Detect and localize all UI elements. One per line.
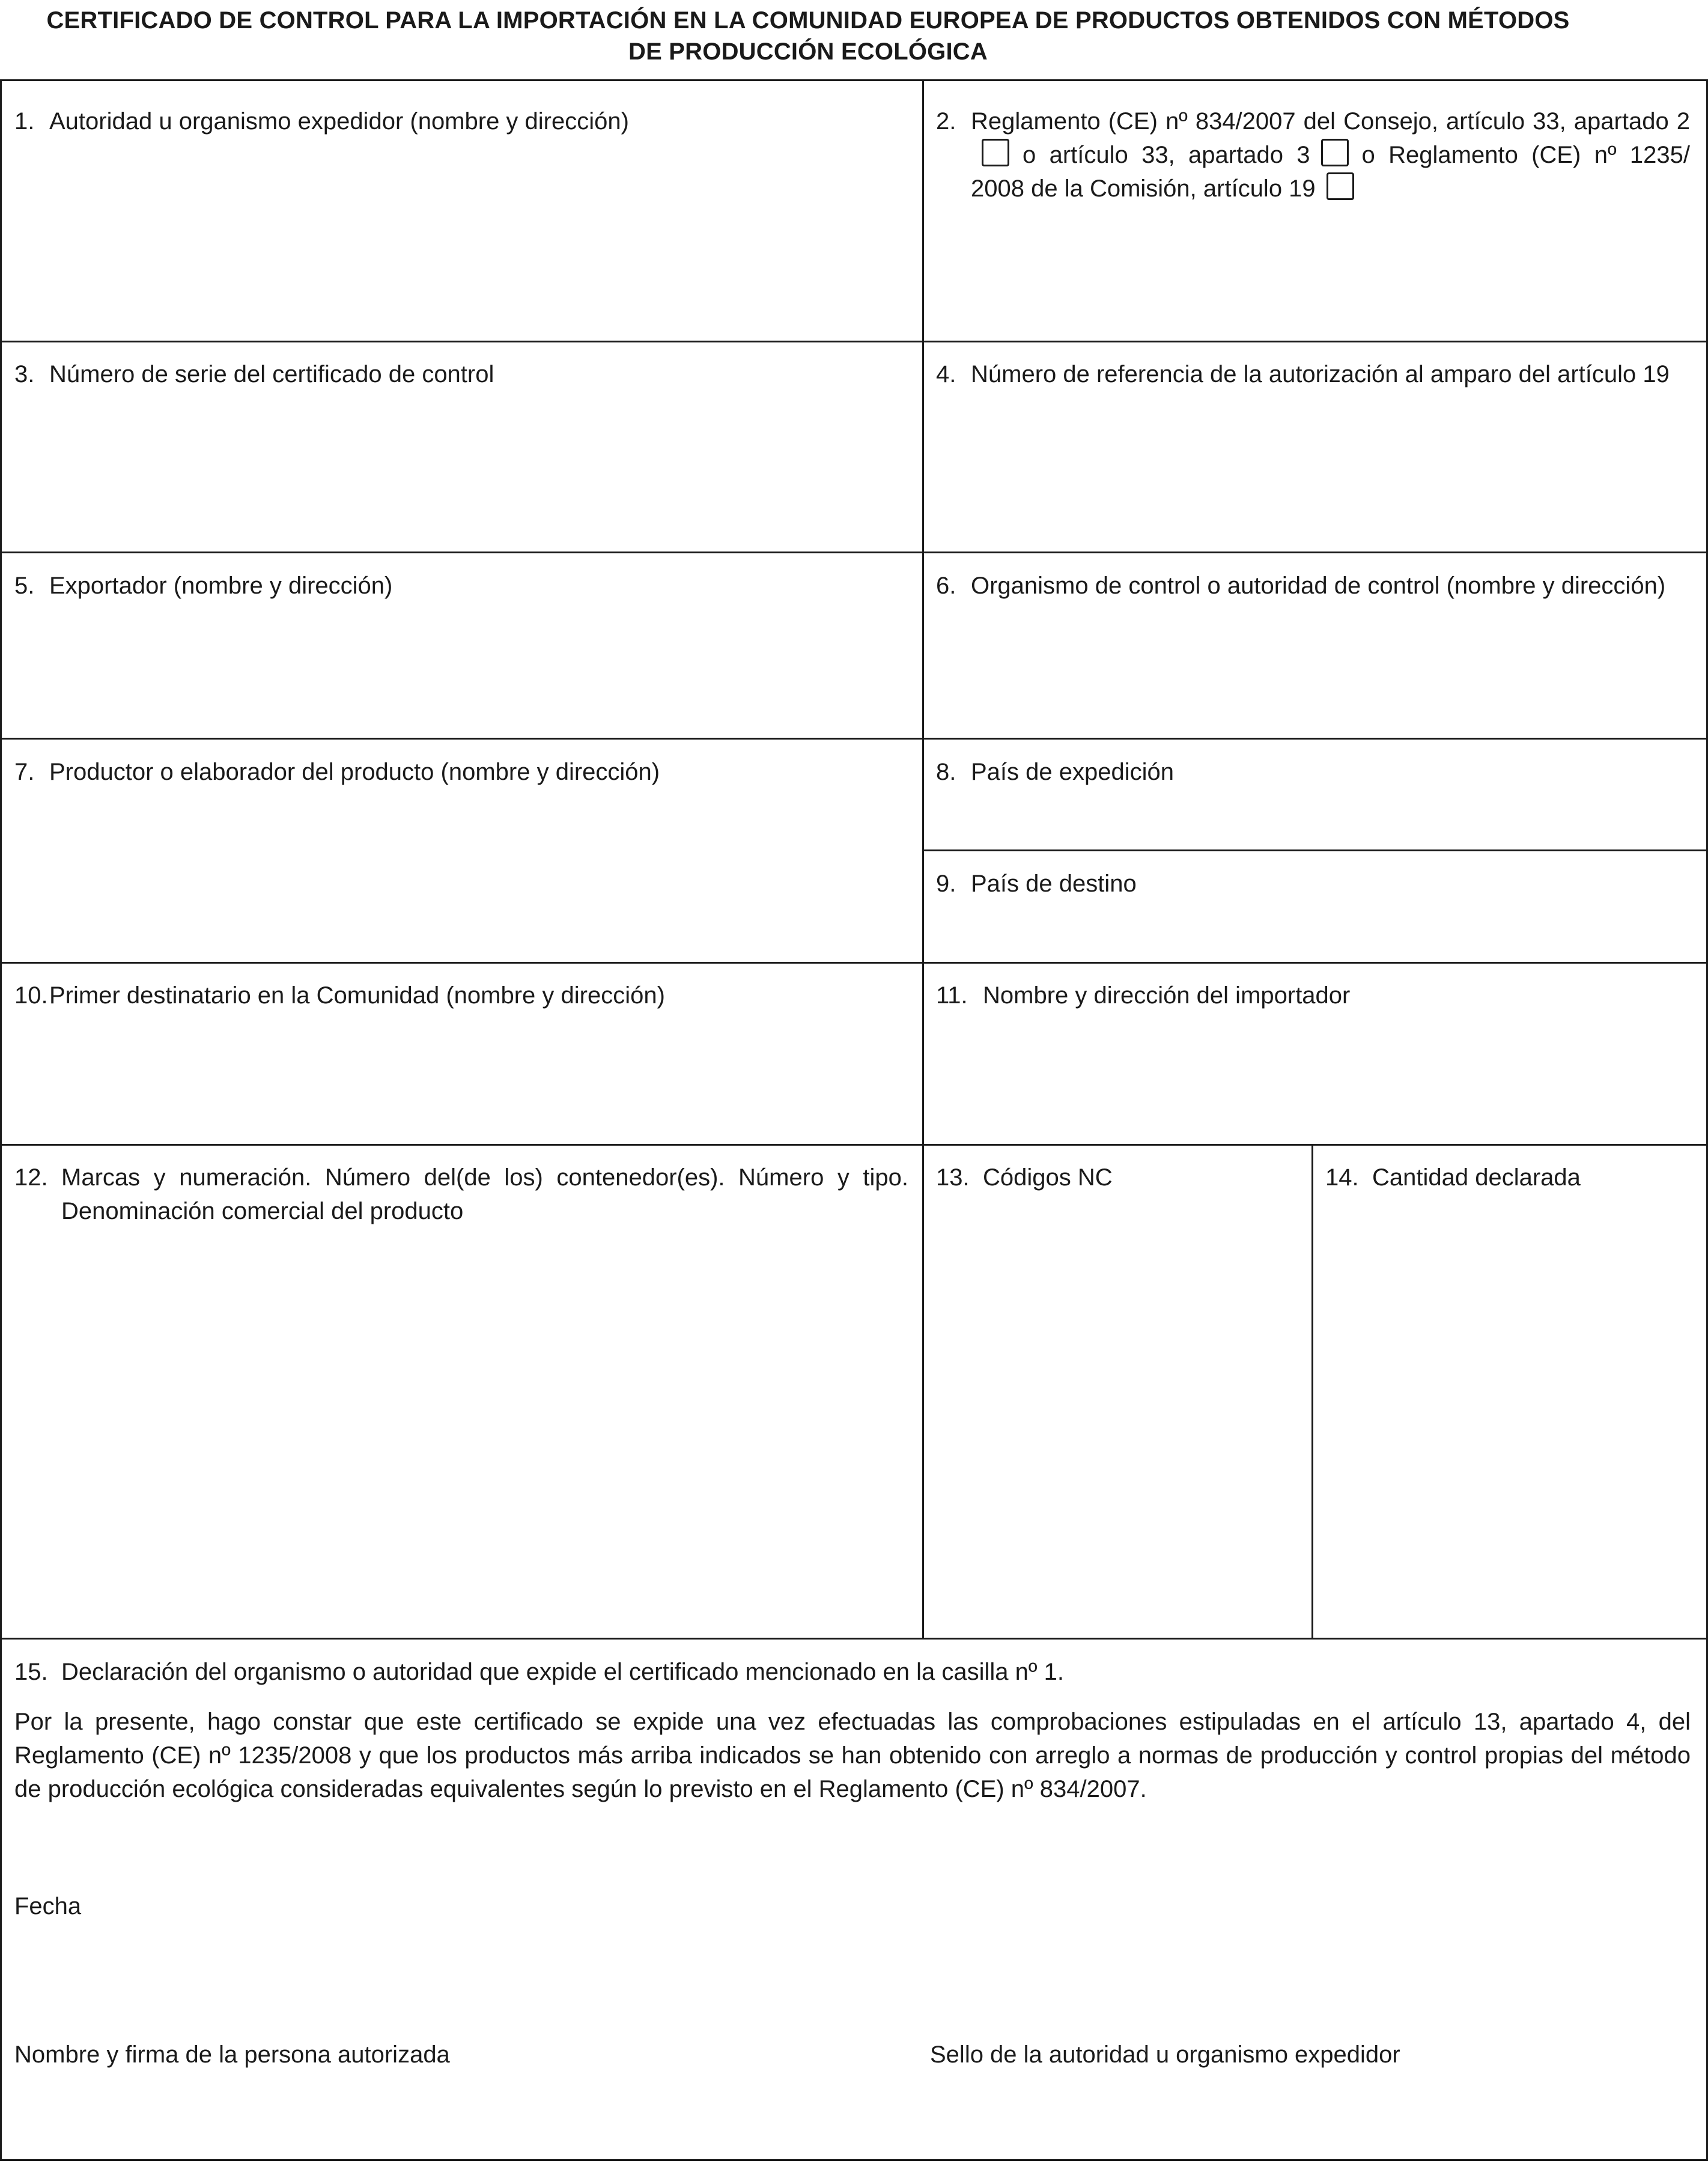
box-10-number: 10. — [14, 982, 48, 1009]
box-15-number: 15. — [14, 1659, 48, 1685]
box-14-declared-quantity[interactable] — [1311, 1144, 1708, 1640]
box-2-part-3: o Reglamento (CE) nº 1235/ 2008 de la Comisión, artículo 19 — [971, 142, 1690, 202]
box-7-number: 7. — [14, 759, 35, 785]
box-6-text: Organismo de control o autoridad de control (nombre y dirección) — [971, 573, 1666, 599]
box-1-text: Autoridad u organismo expedidor (nombre y dirección) — [49, 108, 629, 135]
box-2-part-2: o artículo 33, apartado 3 — [1023, 142, 1310, 168]
box-5-text: Exportador (nombre y dirección) — [49, 573, 393, 599]
checkbox-article-33-3[interactable] — [1321, 139, 1349, 166]
box-9-label — [936, 867, 1690, 901]
box-10-text: Primer destinatario en la Comunidad (nombre y dirección) — [49, 982, 665, 1009]
box-6-label — [936, 569, 1699, 603]
box-5-number: 5. — [14, 573, 35, 599]
box-13-label — [936, 1161, 1296, 1194]
box-4-number: 4. — [936, 361, 956, 387]
signature-label: Nombre y firma de la persona autorizada — [14, 2041, 450, 2068]
box-14-number: 14. — [1325, 1164, 1359, 1191]
box-2-number: 2. — [936, 108, 956, 135]
box-8-number: 8. — [936, 759, 956, 785]
box-8-label — [936, 755, 1690, 789]
box-12-label — [14, 1161, 908, 1228]
box-4-text: Número de referencia de la autorización al amparo del artículo 19 — [971, 361, 1670, 387]
box-9-number: 9. — [936, 871, 956, 897]
checkbox-article-33-2[interactable] — [982, 139, 1009, 166]
box-1-number: 1. — [14, 108, 35, 135]
box-11-text: Nombre y dirección del importador — [983, 982, 1351, 1009]
box-2-label — [936, 105, 1690, 205]
box-13-text: Códigos NC — [983, 1164, 1113, 1191]
box-8-text: País de expedición — [971, 759, 1175, 785]
box-1-label — [14, 105, 904, 138]
box-13-number: 13. — [936, 1164, 970, 1191]
document-title — [0, 5, 1616, 67]
box-3-number: 3. — [14, 361, 35, 387]
box-11-label — [936, 979, 1690, 1012]
box-14-text: Cantidad declarada — [1372, 1164, 1581, 1191]
title-line-1: CERTIFICADO DE CONTROL PARA LA IMPORTACIÓN EN LA COMUNIDAD EUROPEA DE PRODUCTOS OBTENIDOS CON MÉTODOS — [46, 7, 1570, 34]
date-label: Fecha — [14, 1893, 82, 1919]
box-11-number: 11. — [936, 982, 968, 1009]
box-14-label — [1325, 1161, 1686, 1194]
box-3-label — [14, 357, 904, 391]
declaration-text: Por la presente, hago constar que este certificado se expide una vez efectuadas las comprobaciones estipuladas en el artículo 13, apartado 4, del Reglamento (CE) nº 1235/2008 y que los productos más arriba indicados se han obtenido con arreglo a normas de producción y control propias del método de producción ecológica consideradas equivalentes según lo previsto en el Reglamento (CE) nº 834/2007. — [14, 1709, 1691, 1802]
box-2-part-1: Reglamento (CE) nº 834/2007 del Consejo, artículo 33, apartado 2 — [971, 108, 1690, 135]
box-9-text: País de destino — [971, 871, 1137, 897]
box-12-text: Marcas y numeración. Número del(de los) contenedor(es). Número y tipo. Denominación comercial del producto — [61, 1164, 908, 1224]
certificate-form — [0, 79, 1708, 2161]
checkbox-article-19[interactable] — [1327, 172, 1354, 200]
box-13-cn-codes[interactable] — [922, 1144, 1313, 1640]
box-6-number: 6. — [936, 573, 956, 599]
stamp-label: Sello de la autoridad u organismo expedidor — [930, 2041, 1400, 2068]
box-12-number: 12. — [14, 1164, 48, 1191]
box-7-text: Productor o elaborador del producto (nombre y dirección) — [49, 759, 660, 785]
box-4-label — [936, 357, 1690, 391]
box-2-text — [971, 105, 1690, 205]
box-3-text: Número de serie del certificado de control — [49, 361, 494, 387]
box-7-label — [14, 755, 904, 789]
box-5-label — [14, 569, 904, 603]
box-15-text: Declaración del organismo o autoridad que expide el certificado mencionado en la casilla nº 1. — [61, 1659, 1064, 1685]
box-15-label — [14, 1655, 1691, 1689]
box-10-label — [14, 979, 904, 1012]
title-line-2: DE PRODUCCIÓN ECOLÓGICA — [628, 38, 988, 65]
